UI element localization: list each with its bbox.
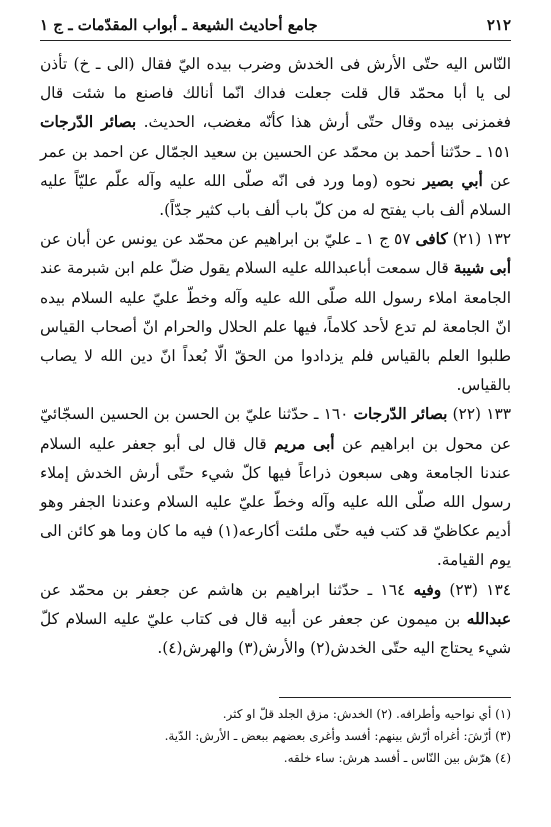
- text-run: ١٥١ ـ حدّثنا أحمد بن محمّد عن الحسين بن سعيد الجمّال عن احمد بن عمر عن: [40, 142, 511, 190]
- text-run: ١٦٠ ـ حدّثنا عليّ بن الحسن بن الحسين السجّائيّ عن محول بن ابراهيم عن: [40, 405, 511, 453]
- bold-reference: بصائر الدّرجات: [353, 405, 448, 424]
- page-header: [40, 14, 511, 40]
- bold-reference: كافى: [415, 230, 448, 249]
- paragraph: [40, 576, 511, 664]
- text-run: ٥٧ ج ١ ـ عليّ بن ابراهيم عن محمّد عن يونس عن أبان عن: [40, 230, 416, 249]
- bold-reference: بصائر الدّرجات: [40, 113, 137, 132]
- paragraph: [40, 400, 511, 575]
- footnote-divider: [279, 697, 511, 698]
- text-run: ١٣٣ (٢٢): [447, 405, 511, 424]
- footnote-line: (٣) أرّشَ: أغراه أرّش بينهم: أفسد وأغرى بعضهم ببعض ـ الأرش: الدّية.: [164, 729, 511, 743]
- text-run: ١٣٢ (٢١): [447, 230, 511, 249]
- header-divider: [40, 40, 511, 41]
- text-run: ١٦٤ ـ حدّثنا ابراهيم بن هاشم عن جعفر بن محمّد عن: [40, 580, 414, 599]
- page-number: ٢١٢: [486, 16, 511, 34]
- running-title: جامع أحاديث الشيعة ـ أبواب المقدّمات ـ ج ١: [40, 16, 318, 34]
- text-run: بن ميمون عن جعفر عن أبيه قال فى كتاب عليّ عليه السلام كلّ شيء يحتاج اليه حتّى الخدش(٢) والأرش(٣) والهرش(٤).: [40, 609, 511, 658]
- text-run: قال قال لى أبو جعفر عليه السلام عندنا الجامعة وهى سبعون ذراعاً فيها كلّ شيء حتّى أرش الخدش إملاء رسول الله صلّى الله عليه وآله وخطّ عليّ عليه السلام وعندنا الجفر وهو أديم عكاظيّ قد كتب فيه حتّى ملئت أكارعه(١) فيه ما كان وما هو كائن الى يوم القيامة.: [40, 434, 511, 570]
- bold-reference: وفيه: [413, 580, 442, 599]
- text-run: قال سمعت أباعبدالله عليه السلام يقول ضلّ علم ابن شبرمة عند الجامعة املاء رسول الله صلّى الله عليه وآله وخطّ عليّ عليه السلام بيده انّ الجامعة لم تدع لأحد كلاماً، فيها علم الحلال والحرام انّ أصحاب القياس طلبوا العلم بالقياس فلم يزدادوا من الحقّ الّا بُعداً انّ دين الله لا يصاب بالقياس.: [40, 259, 511, 395]
- text-run: نحوه (وما ورد فى انّه صلّى الله عليه وآله علّم عليّاً عليه السلام ألف باب يفتح له من كلّ باب ألف باب كثير جدّاً).: [40, 171, 511, 220]
- text-run: النّاس اليه حتّى الأرش فى الخدش وضرب بيده اليّ فقال (الى ـ خ) تأذن لى يا أبا محمّد قال قلت جعلت فداك انّما أنالك فاصنع ما شئت قال فغمزنى بيده وقال حتّى أرش هذا كأنّه مغضب، الحديث.: [40, 55, 511, 132]
- bold-reference: أبي بصير: [422, 171, 483, 190]
- paragraph: [40, 50, 511, 225]
- bold-reference: أبى شيبة: [453, 259, 511, 278]
- bold-reference: عبدالله: [466, 609, 511, 628]
- footnote-line: (٤) هرّش بين النّاس ـ أفسد هرش: ساء خلقه.: [283, 751, 511, 765]
- paragraph: [40, 225, 511, 400]
- text-run: ١٣٤ (٢٣): [441, 580, 511, 599]
- main-text: [40, 50, 511, 663]
- footnote-line: (١) أي نواحيه وأطرافه. (٢) الخدش: مزق الجلد قلّ او كثر.: [222, 707, 511, 721]
- footnotes: [40, 703, 511, 769]
- bold-reference: أبى مريم: [274, 434, 335, 453]
